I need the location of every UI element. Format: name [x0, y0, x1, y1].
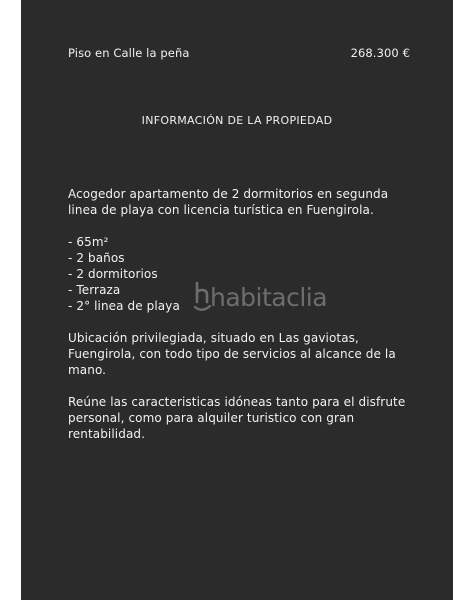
description-location: Ubicación privilegiada, situado en Las gaviotas, Fuengirola, con todo tipo de servicios al alcance de la mano.	[68, 331, 396, 377]
description-intro: Acogedor apartamento de 2 dormitorios en segunda linea de playa con licencia turística en Fuengirola.	[68, 187, 389, 217]
feature-bedrooms: - 2 dormitorios	[68, 267, 158, 281]
property-sheet	[21, 0, 453, 600]
feature-bathrooms: - 2 baños	[68, 251, 125, 265]
section-heading: INFORMACIÓN DE LA PROPIEDAD	[141, 114, 333, 127]
feature-terrace: - Terraza	[68, 283, 121, 297]
description-closing: Reúne las caracteristicas idóneas tanto para el disfrute personal, como para alquiler turistico con gran rentabilidad.	[68, 395, 406, 441]
property-title: Piso en Calle la peña	[68, 46, 190, 60]
watermark-text: habitaclia	[210, 282, 328, 312]
feature-area: - 65m²	[68, 235, 109, 249]
property-price: 268.300 €	[350, 46, 410, 60]
property-description	[68, 186, 413, 442]
feature-beach-line: - 2° linea de playa	[68, 299, 180, 313]
